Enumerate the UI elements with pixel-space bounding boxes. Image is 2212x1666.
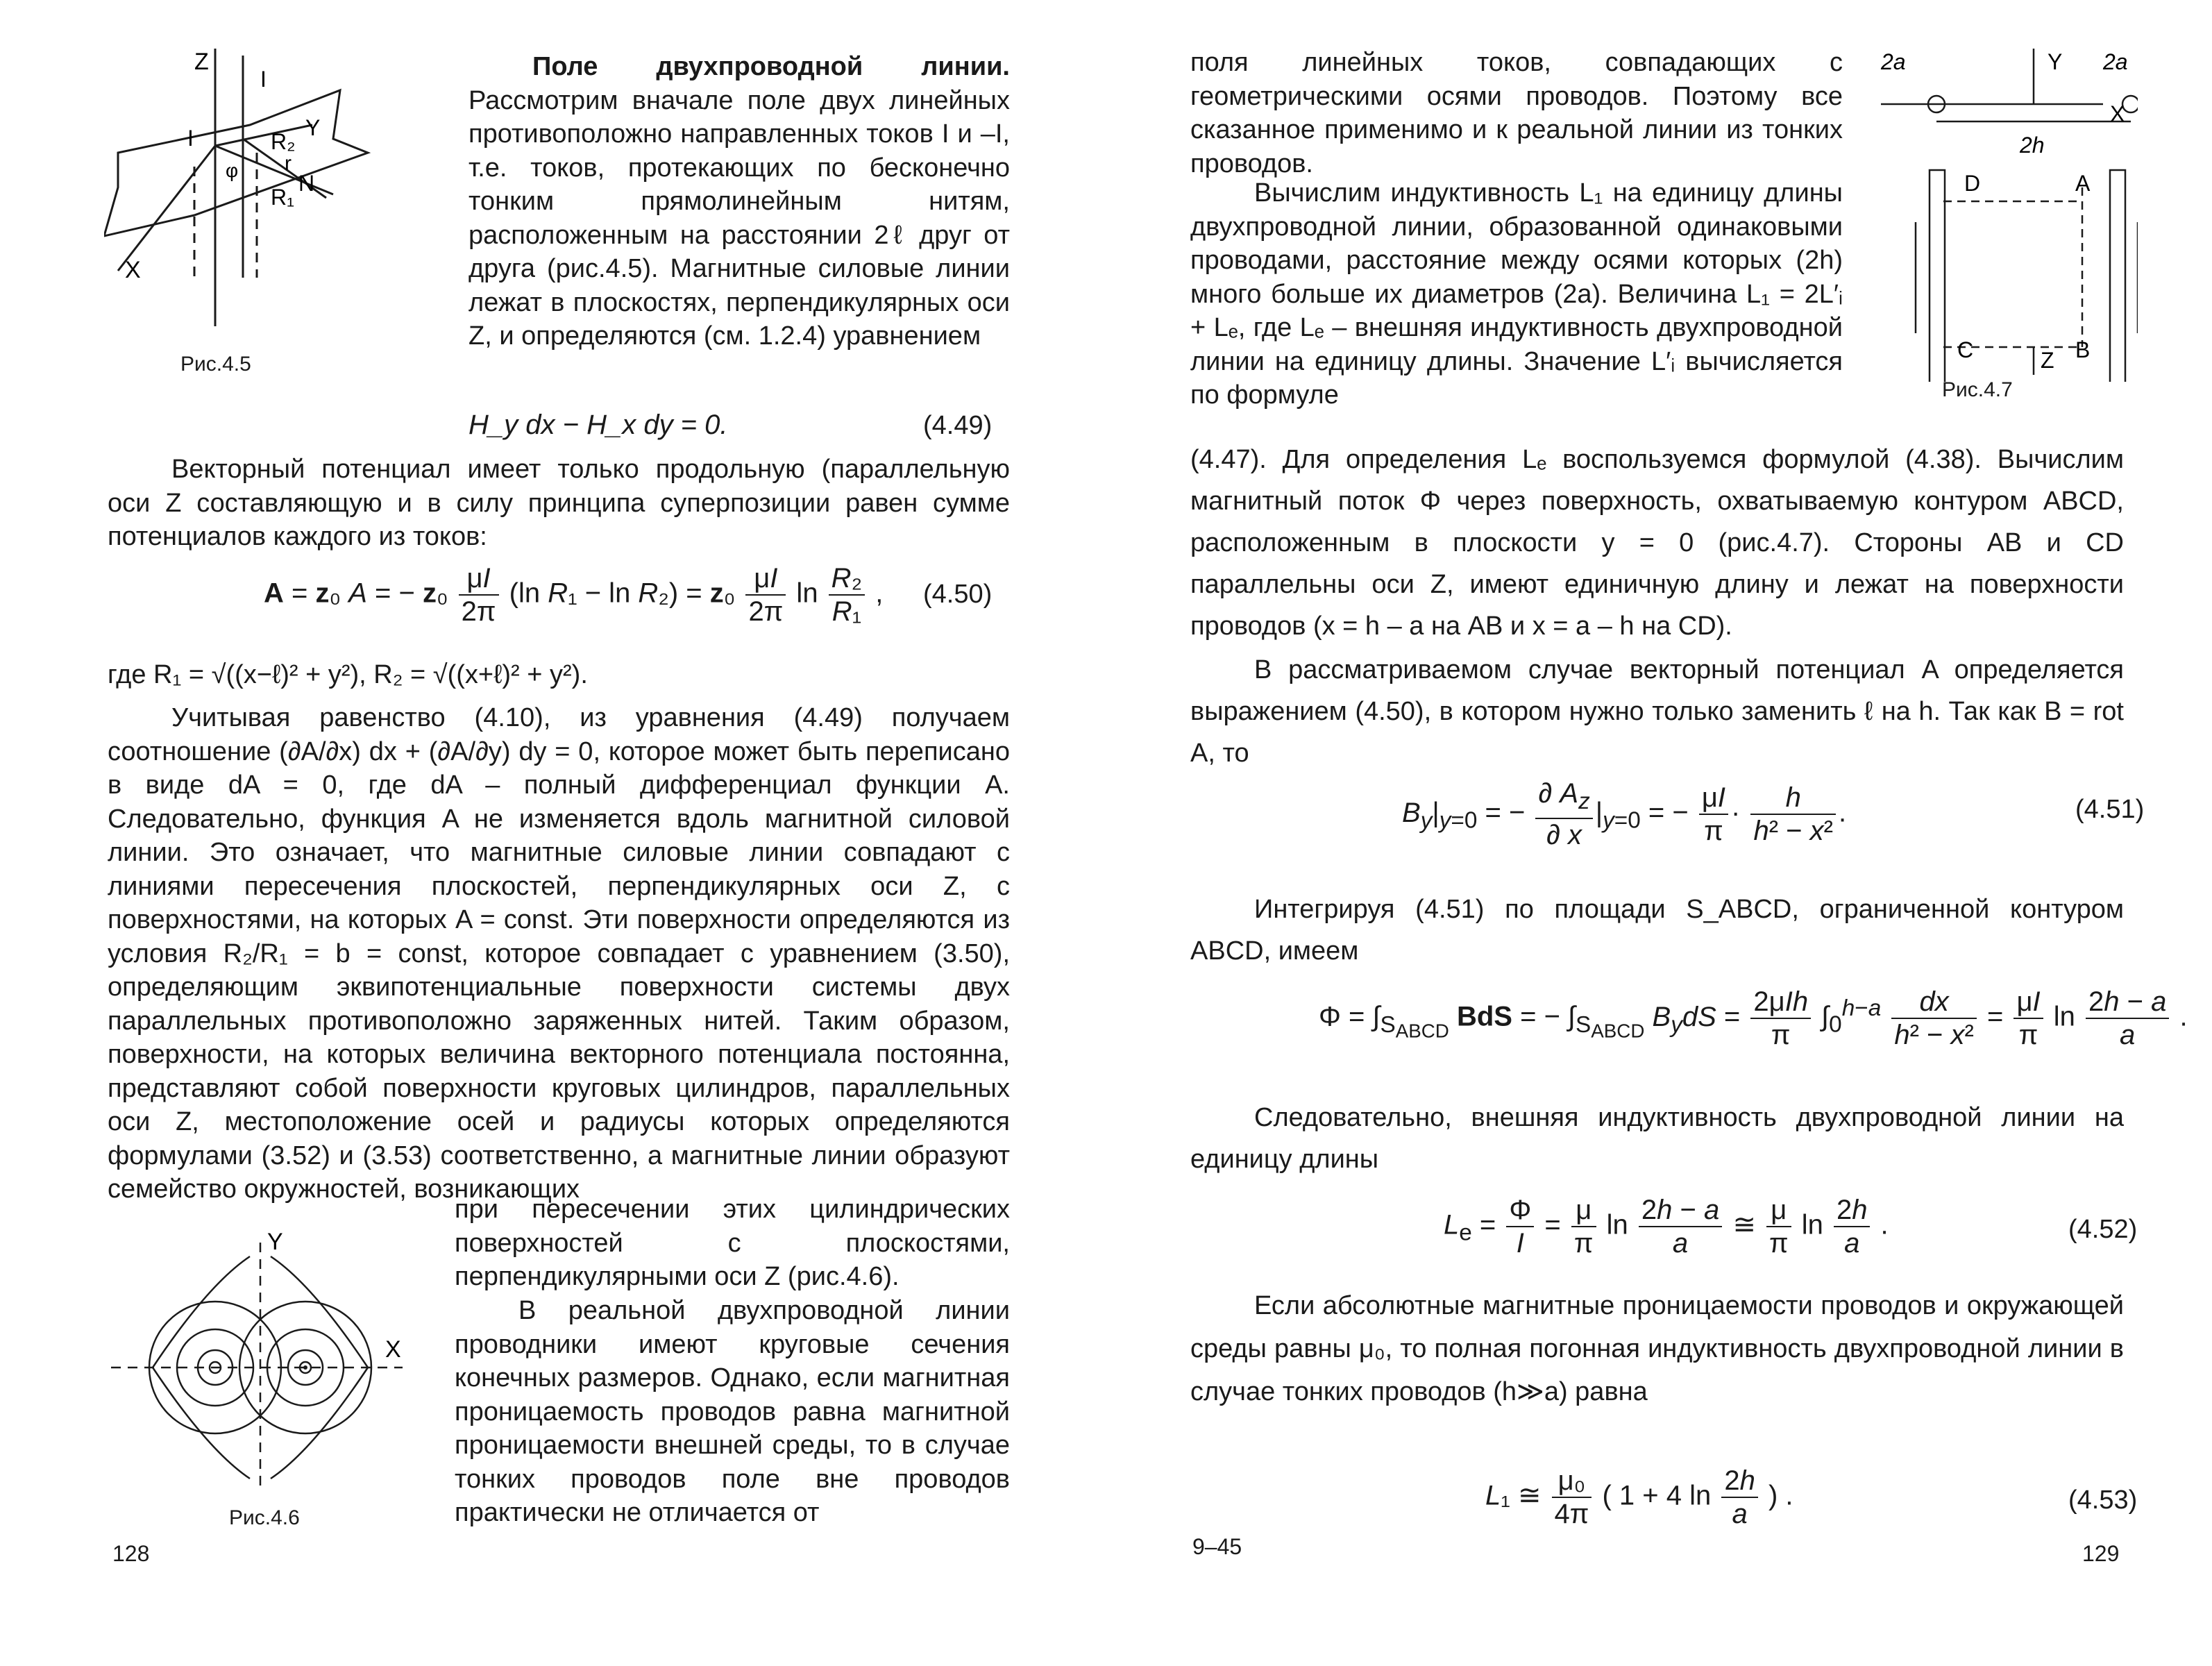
svg-text:r: r bbox=[285, 152, 292, 175]
svg-text:Y: Y bbox=[305, 115, 321, 140]
figure-4-5 bbox=[104, 49, 396, 340]
svg-text:N: N bbox=[298, 171, 315, 196]
paragraph: (4.47). Для определения Lₑ воспользуемся формулой (4.38). Вычислим магнитный поток Φ через поверхность, охватываемую контуром ABCD, расположенным в плоскости y = 0 (рис.4.7). Стороны AB и CD параллельны оси Z, имеют единичную длину и лежат на поверхности проводов (x = h – a на AB и x = a – h на CD). bbox=[1190, 445, 2124, 641]
svg-text:R₂: R₂ bbox=[271, 129, 296, 154]
equation-4-49: H_y dx − H_x dy = 0. bbox=[468, 410, 728, 440]
equation-4-50: A = z₀ A = − z₀ $\frac{\mu I}{2\pi}$ (ln R₁ − ln R₂) = z₀ $\frac{\mu I}{2\pi}$ ln $\frac{\text{R₂}}{\text{R₁}}$ , bbox=[264, 563, 884, 627]
svg-text:X: X bbox=[125, 257, 141, 283]
equation-4-51: $B_y|_{y=0}$ = − $\frac{\partial A_z}{\partial x}$ $|_{y=0}$ = − $\frac{\mu I}{\pi}$ · $\frac{h}{\text{h² − x²}}$ . bbox=[1402, 778, 1847, 850]
svg-text:B: B bbox=[2075, 337, 2091, 362]
signature-mark: 9–45 bbox=[1192, 1534, 1242, 1559]
svg-text:R₁: R₁ bbox=[271, 185, 294, 210]
svg-text:A: A bbox=[2075, 171, 2091, 196]
svg-text:I: I bbox=[260, 67, 267, 92]
paragraph: где R₁ = √((x−ℓ)² + y²), R₂ = √((x+ℓ)² + y²). bbox=[108, 660, 588, 689]
svg-text:C: C bbox=[1957, 337, 1974, 362]
svg-text:D: D bbox=[1964, 171, 1981, 196]
equation-number: (4.51) bbox=[2075, 795, 2145, 824]
equation-4-52: $L_e$ = $\frac{\Phi}{I}$ = $\frac{\mu}{\pi}$ ln $\frac{2h - a}{a}$ ≅ $\frac{\mu}{\pi}$ ln $\frac{2h}{a}$ . bbox=[1444, 1195, 1889, 1259]
equation-number: (4.52) bbox=[2068, 1215, 2138, 1244]
z-axis-label: Z bbox=[194, 49, 209, 75]
figure-4-6-caption: Рис.4.6 bbox=[229, 1506, 300, 1529]
svg-text:φ: φ bbox=[226, 160, 239, 181]
svg-text:Y: Y bbox=[267, 1229, 283, 1255]
paragraph: Учитывая равенство (4.10), из уравнения (4.49) получаем соотношение (∂A/∂x) dx + (∂A/∂y) dy = 0, которое может быть переписано в виде dA = 0, где dA – полный дифференциал функции A. Следовательно, функция A не изменяется вдоль магнитной силовой линии. Это означает, что магнитные силовые линии совпадают с линиями пересечения плоскостей, перпендикулярных оси Z, с поверхностями, на которых A = const. Эти поверхности определяются из условия R₂/R₁ = b = const, которое совпадает с уравнением (3.50), определяющим эквипотенциальные поверхности системы двух параллельных противоположно заряженных нитей. Таким образом, поверхности, на которых величина векторного потенциала постоянна, представляют собой поверхности круговых цилиндров, параллельных оси Z, местоположение осей и радиусы которых определяются формулами (3.52) и (3.53) соответственно, а магнитные линии образуют семейство окружностей, возникающих bbox=[108, 703, 1010, 1204]
figure-4-5-caption: Рис.4.5 bbox=[180, 353, 251, 376]
paragraph: Вычислим индуктивность L₁ на единицу длины двухпроводной линии, образованной одинаковыми проводами, расстояние между осями которых (2h) много больше их диаметров (2a). Величина L₁ = 2L′ᵢ + Lₑ, где Lₑ – внешняя индуктивность двухпроводной линии на единицу длины. Значение L′ᵢ вычисляется по формуле bbox=[1190, 178, 1843, 410]
paragraph: В рассматриваемом случае векторный потенциал A определяется выражением (4.50), в котором нужно только заменить ℓ на h. Так как B = rot A, то bbox=[1190, 655, 2124, 768]
figure-4-7 bbox=[1874, 42, 2138, 382]
svg-text:2a: 2a bbox=[2103, 49, 2128, 74]
paragraph: Поле двухпроводной линии. Рассмотрим вначале поле двух линейных противоположно направленных токов I и –I, т.е. токов, протекающих по бесконечно тонким прямолинейным нитям, расположенным на расстоянии 2ℓ друг от друга (рис.4.5). Магнитные силовые линии лежат в плоскостях, перпендикулярных оси Z, и определяются (см. 1.2.4) уравнением bbox=[468, 52, 1010, 351]
paragraph: поля линейных токов, совпадающих с геометрическими осями проводов. Поэтому все сказанное применимо и к реальной линии из тонких проводов. bbox=[1190, 48, 1843, 178]
figure-4-7-caption: Рис.4.7 bbox=[1942, 378, 2013, 401]
svg-text:Z: Z bbox=[2041, 348, 2054, 373]
paragraph: Следовательно, внешняя индуктивность двухпроводной линии на единицу длины bbox=[1190, 1103, 2124, 1174]
svg-text:X: X bbox=[385, 1336, 401, 1363]
svg-text:Y: Y bbox=[2048, 49, 2063, 74]
equation-flux: $\Phi = \int_{S_{ABCD}}$ BdS = − $\int_{S_{ABCD}}$ $B_ydS$ = $\frac{\text{2μIh}}{\pi}$ $\int_0^{h-a}$ $\frac{dx}{\text{h² − x²}}$ = $\frac{\mu I}{\pi}$ ln $\frac{2h - a}{a}$ . bbox=[1319, 986, 2188, 1050]
figure-4-6 bbox=[111, 1229, 430, 1520]
paragraph: Векторный потенциал имеет только продольную (параллельную оси Z составляющую и в силу принципа суперпозиции равен сумме потенциалов каждого из токов: bbox=[108, 455, 1010, 551]
paragraph: Если абсолютные магнитные проницаемости проводов и окружающей среды равны μ₀, то полная погонная индуктивность двухпроводной линии в случае тонких проводов (h≫a) равна bbox=[1190, 1291, 2124, 1406]
paragraph: при пересечении этих цилиндрических поверхностей с плоскостями, перпендикулярными оси Z (рис.4.6). bbox=[455, 1195, 1010, 1291]
equation-number: (4.49) bbox=[923, 411, 993, 440]
paragraph: В реальной двухпроводной линии проводники имеют круговые сечения конечных размеров. Однако, если магнитная проницаемость проводов равна магнитной проницаемости внешней среды, то в случае тонких проводов поле вне проводов практически не отличается от bbox=[455, 1296, 1010, 1527]
left-page bbox=[0, 0, 1083, 1666]
right-page bbox=[1111, 0, 2212, 1666]
equation-number: (4.50) bbox=[923, 580, 993, 609]
equation-4-53: L₁ ≅ $\frac{\text{μ₀}}{4\pi}$ ( 1 + 4 ln $\frac{2h}{a}$ ) . bbox=[1485, 1465, 1793, 1529]
page-number: 128 bbox=[112, 1541, 150, 1566]
paragraph: Интегрируя (4.51) по площади S_ABCD, ограниченной контуром ABCD, имеем bbox=[1190, 895, 2124, 966]
svg-text:X: X bbox=[2110, 101, 2125, 126]
svg-text:2a: 2a bbox=[1881, 49, 1906, 74]
svg-text:I: I bbox=[187, 126, 194, 151]
page-number: 129 bbox=[2082, 1541, 2120, 1566]
equation-number: (4.53) bbox=[2068, 1486, 2138, 1515]
section-heading: Поле двухпроводной линии. bbox=[532, 52, 1010, 81]
svg-text:2h: 2h bbox=[2020, 133, 2045, 158]
